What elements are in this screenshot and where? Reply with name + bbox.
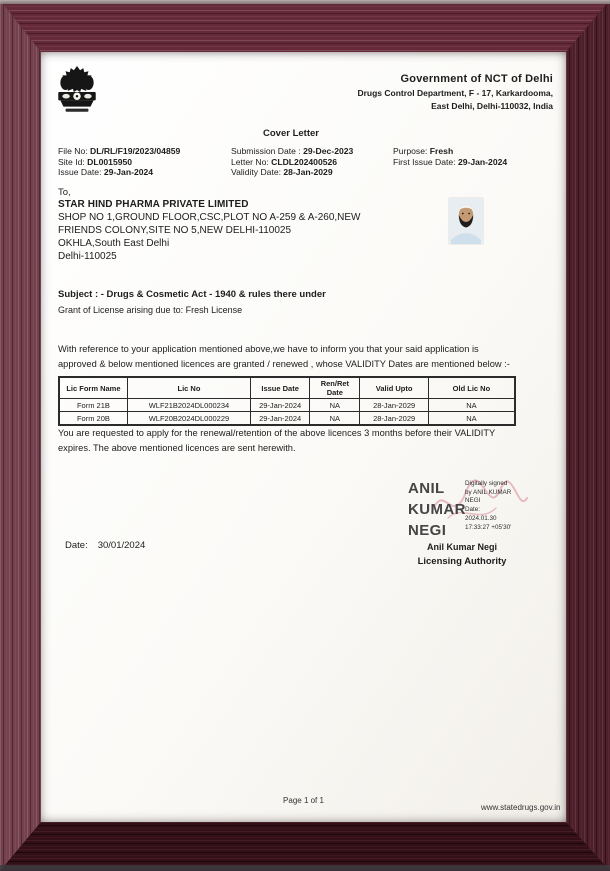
cell-old-lic: NA <box>428 412 515 426</box>
col-header: Valid Upto <box>360 377 428 399</box>
signer-title: Licensing Authority <box>417 556 507 567</box>
body-paragraph1-line: approved & below mentioned licences are granted / renewed , whose VALIDITY Dates are mentioned below :- <box>58 359 510 369</box>
frame-left-rail <box>0 0 41 871</box>
recipient-address-line: SHOP NO 1,GROUND FLOOR,CSC,PLOT NO A-259 & A-260,NEW <box>58 212 361 223</box>
frame-outer-edge-top <box>0 0 610 4</box>
cell-issue-date: 29-Jan-2024 <box>251 399 310 412</box>
meta-column-file <box>58 146 180 178</box>
recipient-address-line: OKHLA,South East Delhi <box>58 238 170 249</box>
recipient-company-name: STAR HIND PHARMA PRIVATE LIMITED <box>58 199 249 210</box>
validity-date-line: Validity Date: 28-Jan-2029 <box>231 167 333 178</box>
meta-column-purpose <box>393 146 507 167</box>
body-paragraph1-line: With reference to your application mentioned above,we have to inform you that your said application is <box>58 344 479 354</box>
department-address-line1: Drugs Control Department, F - 17, Karkardooma, <box>357 88 553 98</box>
col-header: Old Lic No <box>428 377 515 399</box>
cell-issue-date: 29-Jan-2024 <box>251 412 310 426</box>
signature-details: Digitally signed by ANIL KUMAR NEGI Date: 2024.01.30 17:33:27 +05'30' <box>465 480 512 531</box>
submission-date-line: Submission Date : 29-Dec-2023 <box>231 146 354 156</box>
website-url: www.statedrugs.gov.in <box>481 803 561 812</box>
letter-no-line: Letter No: CLDL202400526 <box>231 156 338 167</box>
col-header: Ren/Ret Date <box>310 377 360 399</box>
col-header: Issue Date <box>251 377 310 399</box>
cell-form-name: Form 21B <box>59 399 127 412</box>
subject-line: Subject : - Drugs & Cosmetic Act - 1940 & rules there under <box>58 289 326 300</box>
table-row <box>59 399 515 412</box>
table-row <box>59 412 515 426</box>
grant-line: Grant of License arising due to: Fresh License <box>58 305 243 315</box>
purpose-line: Purpose: Fresh <box>393 146 454 156</box>
frame-right-rail <box>566 0 610 871</box>
date-line: Date: 30/01/2024 <box>65 540 146 551</box>
license-table <box>58 376 516 426</box>
col-header: Lic Form Name <box>59 377 127 399</box>
cell-valid-upto: 28-Jan-2029 <box>360 412 428 426</box>
signature-name-large: ANIL KUMAR NEGI <box>408 480 466 539</box>
file-no-line: File No: DL/RL/F19/2023/04859 <box>58 146 181 156</box>
col-header: Lic No <box>127 377 250 399</box>
license-table-header-row <box>59 377 515 399</box>
cell-ren-ret: NA <box>310 399 360 412</box>
cover-letter-document <box>41 52 566 822</box>
department-address-line2: East Delhi, Delhi-110032, India <box>431 101 553 111</box>
page-number: Page 1 of 1 <box>283 796 324 805</box>
site-id-line: Site Id: DL0015950 <box>58 156 133 167</box>
cell-lic-no: WLF21B2024DL000234 <box>127 399 250 412</box>
frame-outer-edge-bottom <box>0 865 610 871</box>
meta-column-letter <box>231 146 353 178</box>
digital-signature-block <box>408 478 540 567</box>
cell-lic-no: WLF20B2024DL000229 <box>127 412 250 426</box>
cell-old-lic: NA <box>428 399 515 412</box>
government-title: Government of NCT of Delhi <box>400 73 553 85</box>
signer-name: Anil Kumar Negi <box>426 542 497 552</box>
letterhead <box>357 73 553 111</box>
applicant-photo <box>449 198 483 244</box>
document-title: Cover Letter <box>263 128 319 139</box>
recipient-address-line: FRIENDS COLONY,SITE NO 5,NEW DELHI-110025 <box>58 225 292 236</box>
cell-valid-upto: 28-Jan-2029 <box>360 399 428 412</box>
first-issue-date-line: First Issue Date: 29-Jan-2024 <box>393 156 508 167</box>
cell-form-name: Form 20B <box>59 412 127 426</box>
issue-date-line: Issue Date: 29-Jan-2024 <box>58 167 154 178</box>
india-state-emblem-icon <box>56 65 98 122</box>
cell-ren-ret: NA <box>310 412 360 426</box>
body-paragraph2-line: expires. The above mentioned licences are sent herewith. <box>58 443 296 453</box>
body-paragraph2-line: You are requested to apply for the renewal/retention of the above licences 3 months before their VALIDITY <box>58 428 496 438</box>
frame-top-rail <box>0 0 610 52</box>
recipient-address-line: Delhi-110025 <box>58 251 117 262</box>
to-label: To, <box>58 187 71 198</box>
frame-bottom-rail <box>0 822 610 871</box>
